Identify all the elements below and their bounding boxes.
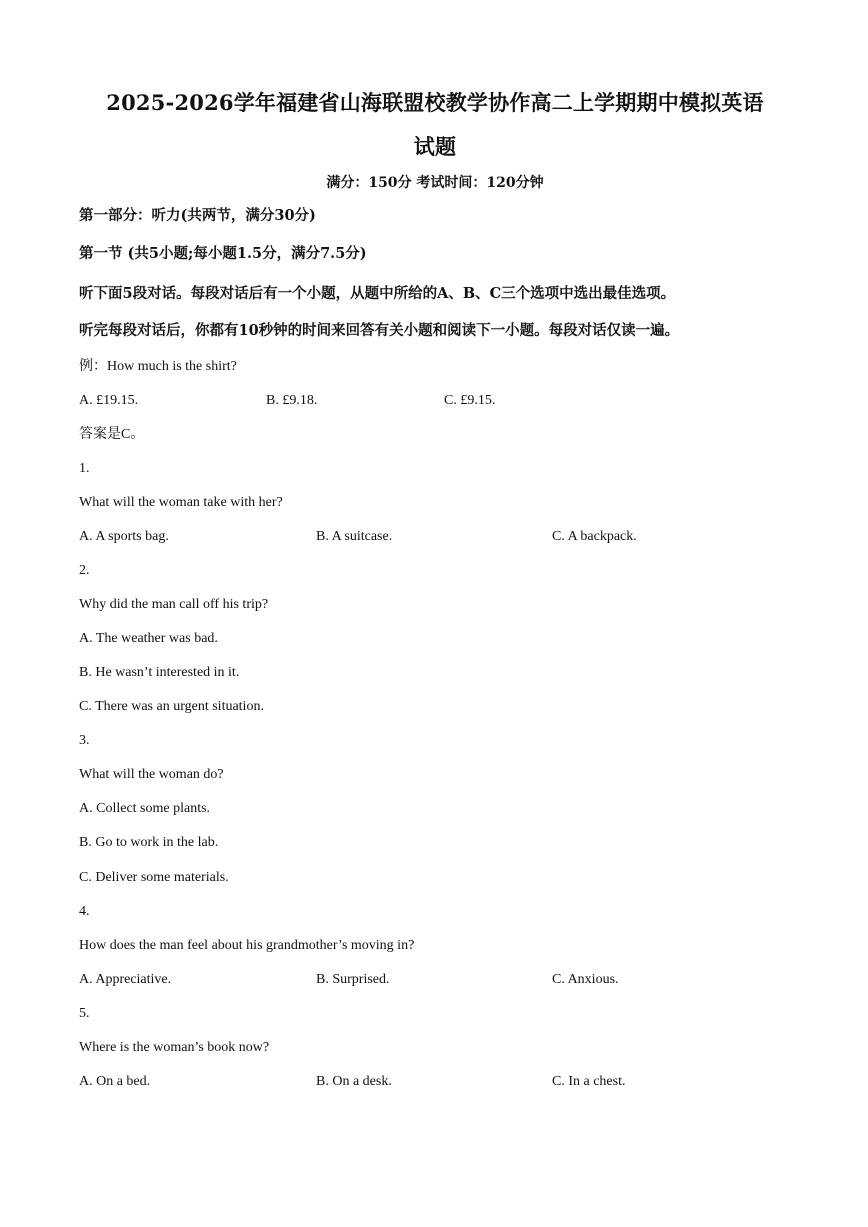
question-text: What will the woman do? — [79, 767, 224, 782]
option-b: B. Surprised. — [316, 972, 390, 987]
example-question: 例：How much is the shirt? — [79, 359, 237, 374]
option-c: C. Deliver some materials. — [79, 870, 229, 885]
question-text: Why did the man call off his trip? — [79, 597, 269, 612]
question-number: 3. — [79, 733, 90, 748]
exam-title-line2: 试题 — [413, 134, 457, 159]
option-b: B. He wasn’t interested in it. — [79, 665, 240, 680]
option-a: A. Appreciative. — [79, 972, 172, 987]
section1-heading: 第一节 (共5小题;每小题1.5分，满分7.5分) — [79, 245, 367, 262]
option-c: C. A backpack. — [552, 529, 637, 544]
option-c: C. Anxious. — [552, 972, 619, 987]
part1-heading: 第一部分：听力(共两节，满分30分) — [79, 207, 316, 224]
option-a: A. A sports bag. — [79, 529, 169, 544]
question-number: 2. — [79, 563, 90, 578]
exam-meta: 满分：150分 考试时间：120分钟 — [326, 175, 544, 191]
option-a: A. Collect some plants. — [79, 801, 211, 816]
option-a: A. On a bed. — [79, 1074, 151, 1089]
option-c: C. In a chest. — [552, 1074, 626, 1089]
option-b: B. On a desk. — [316, 1074, 392, 1089]
instruction-line2: 听完每段对话后，你都有10秒钟的时间来回答有关小题和阅读下一小题。每段对话仅读一遍。 — [79, 322, 680, 339]
option-b: B. A suitcase. — [316, 529, 393, 544]
option-a: A. The weather was bad. — [79, 631, 218, 646]
question-text: What will the woman take with her? — [79, 495, 283, 510]
example-option-c: C. £9.15. — [444, 393, 496, 408]
example-option-a: A. £19.15. — [79, 393, 139, 408]
question-number: 4. — [79, 904, 90, 919]
option-b: B. Go to work in the lab. — [79, 835, 219, 850]
question-number: 1. — [79, 461, 90, 476]
question-number: 5. — [79, 1006, 90, 1021]
example-answer: 答案是C。 — [79, 427, 145, 442]
example-option-b: B. £9.18. — [266, 393, 318, 408]
exam-title-line1: 2025-2026学年福建省山海联盟校教学协作高二上学期期中模拟英语 — [106, 90, 764, 115]
question-text: How does the man feel about his grandmother’s moving in? — [79, 938, 415, 953]
option-c: C. There was an urgent situation. — [79, 699, 264, 714]
question-text: Where is the woman’s book now? — [79, 1040, 270, 1055]
instruction-line1: 听下面5段对话。每段对话后有一个小题，从题中所给的A、B、C三个选项中选出最佳选项。 — [79, 285, 676, 302]
